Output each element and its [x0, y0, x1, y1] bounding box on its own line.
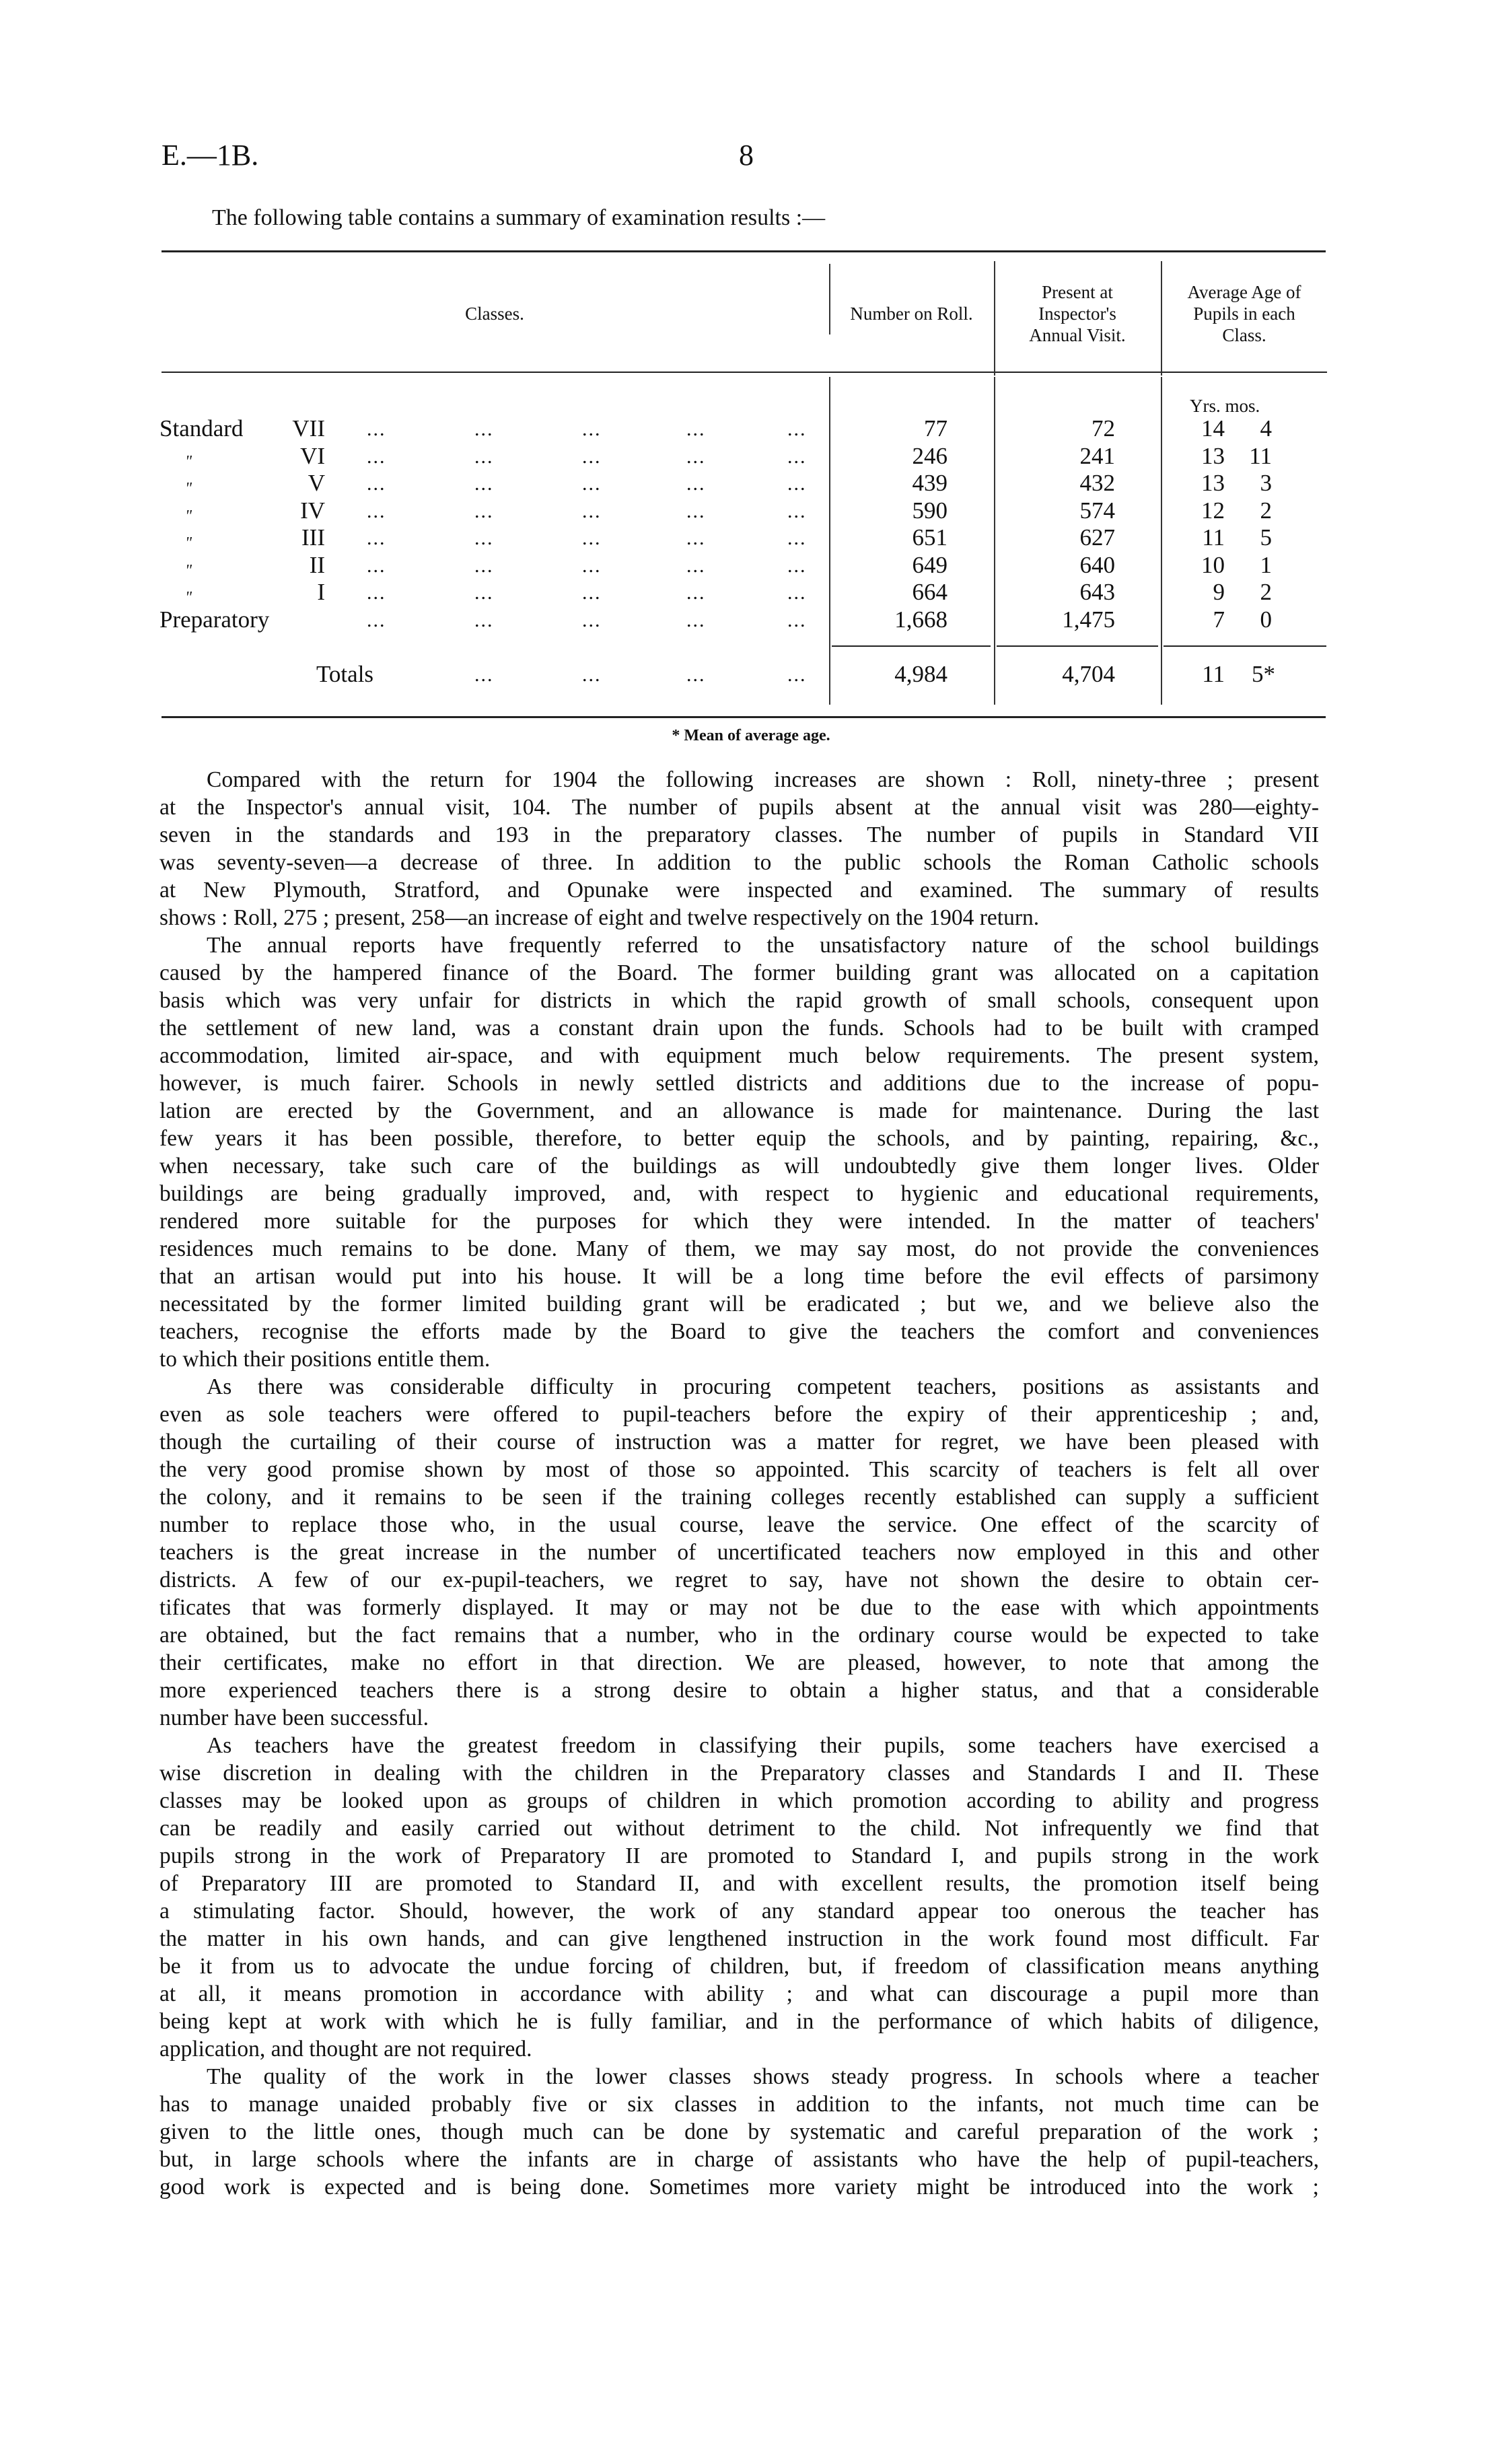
paragraph [159, 1732, 1319, 2063]
leader-dots: ... [582, 664, 602, 686]
text-line: at all, it means promotion in accordance with ability ; and what can discourage a pupil more than [159, 1981, 1319, 2006]
totals-rule [832, 645, 991, 647]
leader-dots: ... [787, 418, 807, 440]
text-line: the settlement of new land, was a constant drain upon the funds. Schools had to be built with cramped [159, 1016, 1319, 1041]
leader-dots: ... [582, 418, 602, 440]
leader-dots: ... [474, 418, 494, 440]
row-age-mos: 2 [1260, 579, 1272, 605]
leader-dots: ... [367, 445, 386, 468]
header-classes: Classes. [465, 304, 524, 324]
text-line: however, is much fairer. Schools in newly settled districts and additions due to the increase of popu- [159, 1071, 1319, 1096]
leader-dots: ... [686, 582, 706, 604]
leader-dots: ... [686, 499, 706, 522]
row-roll: 651 [912, 524, 947, 551]
text-line: the very good promise shown by most of those so appointed. This scarcity of teachers is felt all over [159, 1457, 1319, 1482]
header-age-line: Pupils in each [1193, 304, 1295, 324]
page-number: 8 [739, 139, 754, 172]
leader-dots: ... [686, 445, 706, 468]
row-present: 640 [1079, 551, 1115, 578]
row-roll: 1,668 [894, 606, 947, 633]
column-divider [994, 377, 995, 705]
leader-dots: ... [787, 554, 807, 577]
text-line: their certificates, make no effort in that direction. We are pleased, however, to note that among the [159, 1650, 1319, 1675]
leader-dots: ... [474, 445, 494, 468]
document-reference: E.—1B. [162, 139, 259, 172]
leader-dots: ... [582, 554, 602, 577]
header-age [1161, 281, 1328, 346]
text-line: The annual reports have frequently referred to the unsatisfactory nature of the school buildings [207, 933, 1319, 958]
text-line: application, and thought are not required. [159, 2037, 532, 2062]
row-roll: 246 [912, 442, 947, 469]
text-line: being kept at work with which he is fully familiar, and in the performance of which habits of diligence, [159, 2009, 1319, 2034]
totals-rule [1164, 645, 1326, 647]
leader-dots: ... [582, 499, 602, 522]
paragraph [159, 931, 1319, 1373]
text-line: districts. A few of our ex-pupil-teachers, we regret to say, have not shown the desire to obtain cer- [159, 1568, 1319, 1592]
text-line: though the curtailing of their course of instruction was a matter for regret, we have been pleased with [159, 1430, 1319, 1454]
text-line: few years it has been possible, therefore, to better equip the schools, and by painting, repairing, &c., [159, 1126, 1319, 1151]
text-line: classes may be looked upon as groups of children in which promotion according to ability and progress [159, 1788, 1319, 1813]
row-roll: 439 [912, 470, 947, 496]
leader-dots: ... [787, 445, 807, 468]
paragraph [159, 1373, 1319, 1732]
header-age-line: Class. [1222, 325, 1266, 345]
table-top-rule [162, 250, 1326, 252]
leader-dots: ... [474, 527, 494, 549]
totals-mos: 5* [1252, 661, 1275, 687]
leader-dots: ... [582, 608, 602, 631]
text-line: are obtained, but the fact remains that a number, who in the ordinary course would be expected to take [159, 1623, 1319, 1648]
header-present [994, 281, 1161, 346]
totals-rule [997, 645, 1158, 647]
row-age-mos: 4 [1260, 415, 1272, 442]
totals-yrs: 11 [1202, 661, 1225, 687]
row-label: I [317, 579, 325, 605]
text-line: buildings are being gradually improved, and, with respect to hygienic and educational requirements, [159, 1181, 1319, 1206]
row-roll: 664 [912, 579, 947, 605]
row-age-yrs: 7 [1213, 606, 1225, 633]
text-line: wise discretion in dealing with the children in the Preparatory classes and Standards I and II. These [159, 1761, 1319, 1786]
row-age-mos: 5 [1260, 524, 1272, 551]
ditto-mark: " [185, 589, 192, 606]
row-present: 627 [1079, 524, 1115, 551]
text-line: but, in large schools where the infants are in charge of assistants who have the help of pupil-teachers, [159, 2147, 1319, 2172]
text-line: As there was considerable difficulty in procuring competent teachers, positions as assistants and [207, 1374, 1319, 1399]
table-intro: The following table contains a summary of examination results :— [212, 205, 826, 230]
leader-dots: ... [474, 664, 494, 686]
text-line: The quality of the work in the lower classes shows steady progress. In schools where a teacher [207, 2064, 1319, 2089]
leader-dots: ... [787, 608, 807, 631]
text-line: tificates that was formerly displayed. It may or may not be due to the ease with which appointments [159, 1595, 1319, 1620]
leader-dots: ... [367, 472, 386, 495]
text-line: rendered more suitable for the purposes for which they were intended. In the matter of teachers' [159, 1209, 1319, 1234]
table-bottom-rule [162, 716, 1326, 718]
totals-roll: 4,984 [894, 661, 947, 687]
header-present-line: Inspector's [1038, 304, 1116, 324]
column-divider [1161, 377, 1162, 705]
text-line: more experienced teachers there is a strong desire to obtain a higher status, and that a considerable [159, 1678, 1319, 1703]
row-age-mos: 0 [1260, 606, 1272, 633]
text-line: teachers is the great increase in the number of uncertificated teachers now employed in this and other [159, 1540, 1319, 1565]
row-present: 574 [1079, 497, 1115, 524]
column-divider [829, 377, 830, 705]
text-line: be it from us to advocate the undue forcing of children, but, if freedom of classification means anything [159, 1954, 1319, 1979]
leader-dots: ... [474, 554, 494, 577]
leader-dots: ... [787, 472, 807, 495]
text-line: pupils strong in the work of Preparatory II are promoted to Standard I, and pupils strong in the work [159, 1843, 1319, 1868]
leader-dots: ... [367, 418, 386, 440]
text-line: caused by the hampered finance of the Board. The former building grant was allocated on a capitation [159, 960, 1319, 985]
text-line: has to manage unaided probably five or six classes in addition to the infants, not much time can be [159, 2092, 1319, 2117]
text-line: was seventy-seven—a decrease of three. In addition to the public schools the Roman Catholic schools [159, 850, 1319, 875]
text-line: good work is expected and is being done. Sometimes more variety might be introduced into the work ; [159, 2175, 1319, 2199]
leader-dots: ... [787, 582, 807, 604]
text-line: necessitated by the former limited building grant will be eradicated ; but we, and we believe also the [159, 1292, 1319, 1316]
text-line: As teachers have the greatest freedom in classifying their pupils, some teachers have exercised a [207, 1733, 1319, 1758]
leader-dots: ... [686, 527, 706, 549]
row-roll: 77 [924, 415, 947, 442]
leader-dots: ... [582, 445, 602, 468]
leader-dots: ... [474, 472, 494, 495]
row-label: VII [292, 415, 325, 442]
leader-dots: ... [686, 664, 706, 686]
leader-dots: ... [582, 582, 602, 604]
text-line: accommodation, limited air-space, and with equipment much below requirements. The present system, [159, 1043, 1319, 1068]
header-present-line: Annual Visit. [1029, 325, 1126, 345]
row-age-yrs: 13 [1201, 442, 1225, 469]
row-prefix: Preparatory [159, 606, 270, 633]
leader-dots: ... [686, 554, 706, 577]
row-roll: 590 [912, 497, 947, 524]
leader-dots: ... [787, 499, 807, 522]
ditto-mark: " [185, 507, 192, 525]
text-line: to which their positions entitle them. [159, 1347, 491, 1372]
row-age-yrs: 9 [1213, 579, 1225, 605]
leader-dots: ... [367, 499, 386, 522]
row-age-mos: 2 [1260, 497, 1272, 524]
paragraph [159, 766, 1319, 931]
text-line: seven in the standards and 193 in the preparatory classes. The number of pupils in Standard VII [159, 822, 1319, 847]
leader-dots: ... [474, 608, 494, 631]
leader-dots: ... [474, 499, 494, 522]
leader-dots: ... [474, 582, 494, 604]
text-line: shows : Roll, 275 ; present, 258—an increase of eight and twelve respectively on the 1904 return. [159, 905, 1040, 930]
row-age-yrs: 11 [1202, 524, 1225, 551]
text-line: can be readily and easily carried out without detriment to the child. Not infrequently we find that [159, 1816, 1319, 1841]
row-age-yrs: 12 [1201, 497, 1225, 524]
text-line: the colony, and it remains to be seen if the training colleges recently established can supply a sufficient [159, 1485, 1319, 1510]
leader-dots: ... [686, 472, 706, 495]
row-age-mos: 3 [1260, 470, 1272, 496]
row-age-yrs: 13 [1201, 470, 1225, 496]
leader-dots: ... [367, 608, 386, 631]
leader-dots: ... [686, 608, 706, 631]
text-line: lation are erected by the Government, and an allowance is made for maintenance. During the last [159, 1098, 1319, 1123]
row-label: II [309, 551, 325, 578]
row-label: VI [300, 442, 325, 469]
report-body-text [159, 766, 1319, 2201]
row-age-mos: 1 [1260, 551, 1272, 578]
text-line: that an artisan would put into his house. It will be a long time before the evil effects of parsimony [159, 1264, 1319, 1289]
row-label: III [301, 524, 325, 551]
row-label: IV [300, 497, 325, 524]
row-age-yrs: 14 [1201, 415, 1225, 442]
row-prefix: Standard [159, 415, 244, 442]
text-line: of Preparatory III are promoted to Standard II, and with excellent results, the promotion itself being [159, 1871, 1319, 1896]
row-roll: 649 [912, 551, 947, 578]
header-present-line: Present at [1042, 282, 1113, 302]
text-line: given to the little ones, though much can be done by systematic and careful preparation of the work ; [159, 2119, 1319, 2144]
table-header-rule [162, 372, 1327, 373]
ditto-mark: " [185, 534, 192, 552]
row-present: 432 [1079, 470, 1115, 496]
row-present: 72 [1092, 415, 1115, 442]
text-line: Compared with the return for 1904 the following increases are shown : Roll, ninety-three ; present [207, 767, 1319, 792]
text-line: basis which was very unfair for districts in which the rapid growth of small schools, consequent upon [159, 988, 1319, 1013]
row-age-yrs: 10 [1201, 551, 1225, 578]
ditto-mark: " [185, 452, 192, 470]
leader-dots: ... [787, 664, 807, 686]
leader-dots: ... [367, 582, 386, 604]
row-age-mos: 11 [1249, 442, 1272, 469]
ditto-mark: " [185, 480, 192, 497]
header-roll: Number on Roll. [850, 304, 973, 324]
row-present: 643 [1079, 579, 1115, 605]
leader-dots: ... [367, 554, 386, 577]
paragraph [159, 2063, 1319, 2201]
text-line: number have been successful. [159, 1705, 429, 1730]
leader-dots: ... [582, 527, 602, 549]
row-present: 1,475 [1062, 606, 1115, 633]
row-label: V [308, 470, 325, 496]
text-line: even as sole teachers were offered to pupil-teachers before the expiry of their apprenticeship ; and, [159, 1402, 1319, 1427]
text-line: a stimulating factor. Should, however, the work of any standard appear too onerous the teacher has [159, 1899, 1319, 1924]
leader-dots: ... [367, 527, 386, 549]
text-line: teachers, recognise the efforts made by the Board to give the teachers the comfort and conveniences [159, 1319, 1319, 1344]
text-line: at the Inspector's annual visit, 104. The number of pupils absent at the annual visit was 280—eighty- [159, 795, 1319, 820]
leader-dots: ... [787, 527, 807, 549]
text-line: residences much remains to be done. Many of them, we may say most, do not provide the conveniences [159, 1236, 1319, 1261]
row-present: 241 [1079, 442, 1115, 469]
totals-present: 4,704 [1062, 661, 1115, 687]
totals-label: Totals [316, 661, 374, 687]
table-footnote: * Mean of average age. [672, 727, 830, 744]
ditto-mark: " [185, 561, 192, 579]
text-line: when necessary, take such care of the buildings as will undoubtedly give them longer lives. Older [159, 1154, 1319, 1178]
text-line: at New Plymouth, Stratford, and Opunake were inspected and examined. The summary of results [159, 878, 1319, 903]
leader-dots: ... [686, 418, 706, 440]
age-units: Yrs. mos. [1190, 396, 1260, 416]
header-age-line: Average Age of [1187, 282, 1301, 302]
text-line: the matter in his own hands, and can give lengthened instruction in the work found most difficult. Far [159, 1926, 1319, 1951]
text-line: number to replace those who, in the usual course, leave the service. One effect of the scarcity of [159, 1512, 1319, 1537]
leader-dots: ... [582, 472, 602, 495]
